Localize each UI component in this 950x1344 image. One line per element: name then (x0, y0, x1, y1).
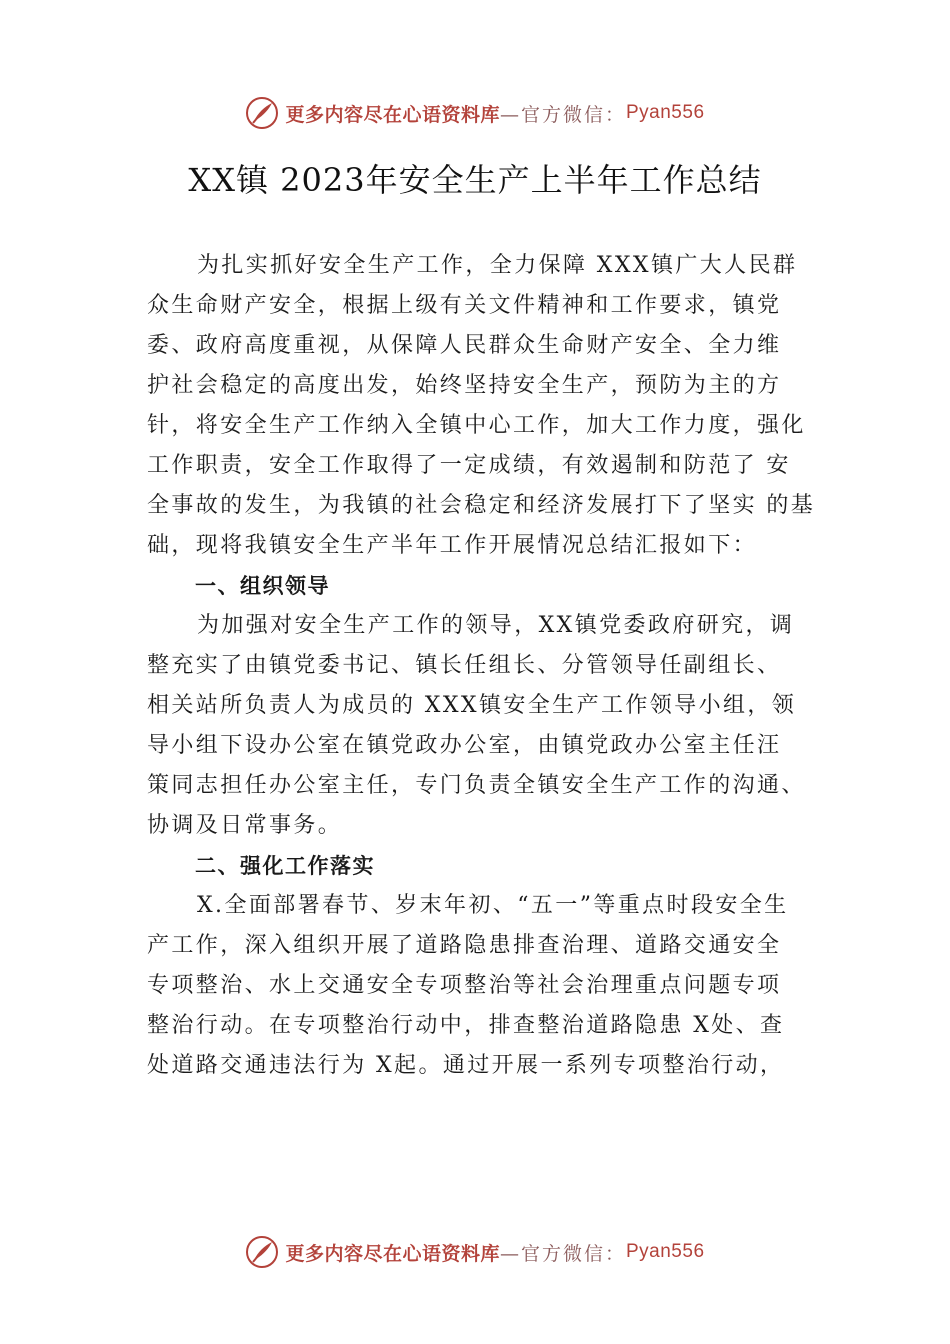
watermark-wechat-id: Pyan556 (626, 1241, 705, 1262)
quill-logo-icon (245, 1235, 279, 1269)
watermark-library-text: 更多内容尽在心语资料库 (285, 1242, 500, 1265)
section1-line: 协调及日常事务。 (147, 813, 343, 838)
intro-line: 众生命财产安全，根据上级有关文件精神和工作要求，镇党 (147, 293, 782, 318)
intro-line: 为扎实抓好安全生产工作，全力保障 XXX镇广大人民群 (197, 253, 798, 278)
watermark-wechat-id: Pyan556 (626, 102, 705, 123)
footer-watermark (0, 1235, 950, 1269)
section-heading-organization: 一、组织领导 (195, 574, 330, 598)
section2-line: 整治行动。在专项整治行动中，排查整治道路隐患 X处、查 (147, 1013, 785, 1038)
intro-line: 针，将安全生产工作纳入全镇中心工作，加大工作力度，强化 (147, 413, 806, 438)
intro-line: 护社会稳定的高度出发，始终坚持安全生产，预防为主的方 (147, 373, 782, 398)
section1-line: 为加强对安全生产工作的领导，XX镇党委政府研究，调 (197, 613, 795, 638)
document-body (147, 246, 837, 1086)
intro-line: 础，现将我镇安全生产半年工作开展情况总结汇报如下： (147, 533, 758, 558)
section2-line: 处道路交通违法行为 X起。通过开展一系列专项整治行动， (147, 1053, 785, 1078)
watermark-wechat-label: —官方微信： (499, 103, 626, 126)
section1-line: 导小组下设办公室在镇党政办公室，由镇党政办公室主任汪 (147, 733, 782, 758)
watermark-library-text: 更多内容尽在心语资料库 (285, 103, 500, 126)
intro-line: 委、政府高度重视，从保障人民群众生命财产安全、全力维 (147, 333, 782, 358)
section2-line: X.全面部署春节、岁末年初、“五一”等重点时段安全生 (197, 893, 789, 918)
section-heading-implementation: 二、强化工作落实 (195, 854, 375, 878)
watermark-wechat-label: —官方微信： (499, 1242, 626, 1265)
section2-line: 产工作，深入组织开展了道路隐患排查治理、道路交通安全 (147, 933, 782, 958)
section2-line: 专项整治、水上交通安全专项整治等社会治理重点问题专项 (147, 973, 782, 998)
intro-line: 工作职责，安全工作取得了一定成绩，有效遏制和防范了 安 (147, 453, 791, 478)
section1-line: 整充实了由镇党委书记、镇长任组长、分管领导任副组长、 (147, 653, 782, 678)
document-title: XX镇 2023年安全生产上半年工作总结 (188, 161, 762, 199)
section1-line: 策同志担任办公室主任，专门负责全镇安全生产工作的沟通、 (147, 773, 806, 798)
intro-line: 全事故的发生，为我镇的社会稳定和经济发展打下了坚实 的基 (147, 493, 816, 518)
section1-line: 相关站所负责人为成员的 XXX镇安全生产工作领导小组，领 (147, 693, 797, 718)
header-watermark (0, 96, 950, 130)
quill-logo-icon (245, 96, 279, 130)
